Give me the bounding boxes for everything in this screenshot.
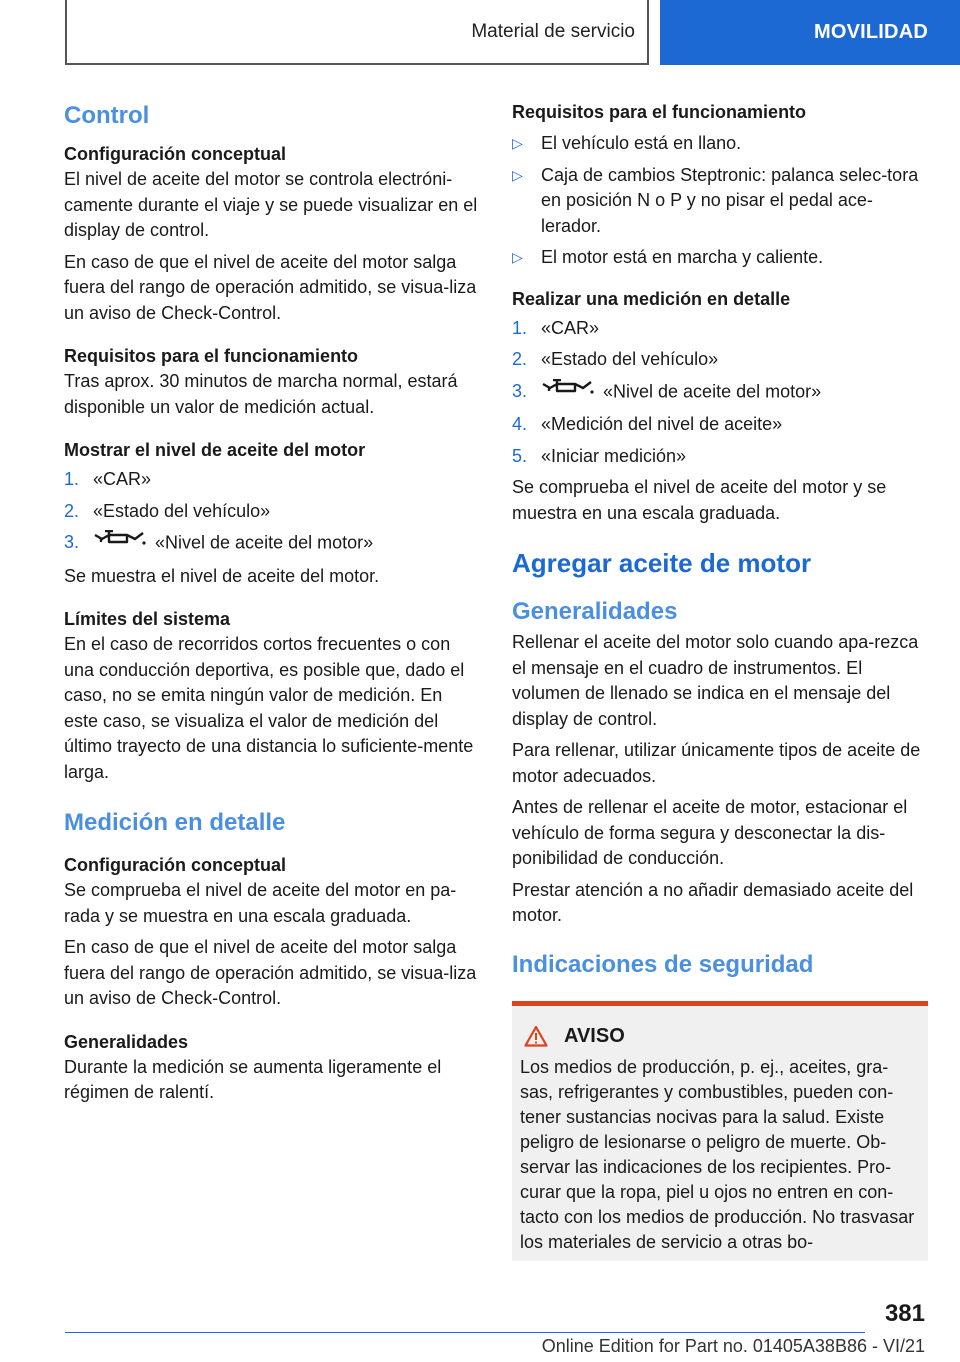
paragraph: Rellenar el aceite del motor solo cuando apa-rezca el mensaje en el cuadro de instrumentos. El volumen de llenado se indica en el mensaje del display de control. xyxy=(512,632,919,729)
left-column xyxy=(64,100,478,1112)
triangle-bullet-icon: ▷ xyxy=(512,249,523,265)
oil-can-icon xyxy=(541,379,595,407)
oil-can-icon xyxy=(93,530,147,558)
item-text: El vehículo está en llano. xyxy=(541,133,742,153)
warning-box xyxy=(512,1001,928,1262)
item-text: Caja de cambios Steptronic: palanca selec-tora en posición N o P y no pisar el pedal ace-lerador. xyxy=(541,164,919,236)
item-text: El motor está en marcha y caliente. xyxy=(541,247,824,267)
list-item xyxy=(512,245,926,271)
list-item xyxy=(512,444,926,470)
paragraph: Se comprueba el nivel de aceite del motor y se muestra en una escala graduada. xyxy=(512,477,887,523)
step-text: «Medición del nivel de aceite» xyxy=(541,414,783,434)
list-item xyxy=(64,530,478,558)
subheading-show-level: Mostrar el nivel de aceite del motor xyxy=(64,440,366,460)
edition-info: Online Edition for Part no. 01405A38B86 - VI/21 xyxy=(541,1336,925,1356)
subheading-measure: Realizar una medición en detalle xyxy=(512,288,791,309)
step-text: «Nivel de aceite del motor» xyxy=(155,532,374,553)
step-number: 5. xyxy=(512,445,528,466)
heading-safety: Indicaciones de seguridad xyxy=(512,950,814,978)
list-item xyxy=(64,499,478,525)
page-header xyxy=(65,0,960,65)
list-item xyxy=(512,412,926,438)
triangle-bullet-icon: ▷ xyxy=(512,135,523,151)
paragraph: Durante la medición se aumenta ligeramente el régimen de ralentí. xyxy=(64,1056,442,1102)
paragraph: Se muestra el nivel de aceite del motor. xyxy=(64,565,380,586)
step-number: 3. xyxy=(64,532,80,552)
paragraph: El nivel de aceite del motor se controla electróni-camente durante el viaje y se puede visualizar en el display de control. xyxy=(64,169,478,240)
paragraph: Antes de rellenar el aceite de motor, estacionar el vehículo de forma segura y desconectar la dis-ponibilidad de conducción. xyxy=(512,797,908,868)
subheading-requirements: Requisitos para el funcionamiento xyxy=(512,102,807,122)
warning-text: Los medios de producción, p. ej., aceites, gra-sas, refrigerantes y combustibles, pueden con-tener sustancias nocivas para la salud. Existe peligro de lesionarse o peligro de muerte. Ob-servar las indicaciones de los recipientes. Pro-curar que la ropa, piel u ojos no entren en con-tacto con los medios de producción. No trasvasar los materiales de servicio a otras bo- xyxy=(520,1057,915,1252)
list-item xyxy=(512,131,926,157)
subheading-concept: Configuración conceptual xyxy=(64,855,287,875)
list-item xyxy=(512,163,926,240)
list-item xyxy=(512,379,926,407)
steps-list xyxy=(64,467,478,558)
footer-divider xyxy=(65,1332,865,1333)
subheading-concept: Configuración conceptual xyxy=(64,144,287,164)
paragraph: Prestar atención a no añadir demasiado aceite del motor. xyxy=(512,879,914,925)
paragraph: Para rellenar, utilizar únicamente tipos de aceite de motor adecuados. xyxy=(512,740,921,786)
heading-add-oil: Agregar aceite de motor xyxy=(512,548,812,578)
subheading-general: Generalidades xyxy=(64,1031,189,1052)
warning-header xyxy=(520,1024,920,1050)
heading-detail: Medición en detalle xyxy=(64,809,286,836)
step-number: 1. xyxy=(512,317,528,338)
step-text: «Nivel de aceite del motor» xyxy=(603,381,822,401)
warning-label: AVISO xyxy=(564,1024,625,1047)
step-number: 2. xyxy=(512,349,528,369)
list-item xyxy=(512,347,926,373)
step-number: 2. xyxy=(64,500,80,521)
steps-list xyxy=(512,316,926,470)
paragraph: En caso de que el nivel de aceite del motor salga fuera del rango de operación admitido, se visua-liza un aviso de Check-Control. xyxy=(64,251,477,323)
paragraph: En caso de que el nivel de aceite del motor salga fuera del rango de operación admitido, se visua-liza un aviso de Check-Control. xyxy=(64,937,477,1008)
list-item xyxy=(512,316,926,342)
step-text: «Estado del vehículo» xyxy=(541,349,719,369)
step-number: 4. xyxy=(512,414,528,434)
heading-control: Control xyxy=(64,102,150,129)
step-text: «Estado del vehículo» xyxy=(93,500,271,521)
section-title: Material de servicio xyxy=(65,0,649,65)
step-text: «Iniciar medición» xyxy=(541,445,687,466)
chapter-tab[interactable]: MOVILIDAD xyxy=(660,0,960,65)
paragraph: En el caso de recorridos cortos frecuentes o con una conducción deportiva, es posible que, dado el caso, no se emita ningún valor de medición. En este caso, se visualiza el valor de medición del último trayecto de una distancia lo suficiente-mente larga. xyxy=(64,634,474,782)
requirements-list xyxy=(512,131,926,271)
paragraph: Tras aprox. 30 minutos de marcha normal, estará disponible un valor de medición actual. xyxy=(64,371,458,417)
right-column xyxy=(512,100,926,1261)
step-text: «CAR» xyxy=(541,317,600,338)
warning-triangle-icon xyxy=(524,1025,548,1047)
list-item xyxy=(64,467,478,493)
step-text: «CAR» xyxy=(93,469,152,489)
paragraph: Se comprueba el nivel de aceite del motor en pa-rada y se muestra en una escala graduada. xyxy=(64,880,457,926)
heading-general: Generalidades xyxy=(512,598,678,625)
page-number: 381 xyxy=(884,1300,925,1327)
triangle-bullet-icon: ▷ xyxy=(512,166,523,183)
subheading-limits: Límites del sistema xyxy=(64,609,231,629)
subheading-requirements: Requisitos para el funcionamiento xyxy=(64,346,359,366)
step-number: 1. xyxy=(64,469,80,489)
step-number: 3. xyxy=(512,380,528,401)
